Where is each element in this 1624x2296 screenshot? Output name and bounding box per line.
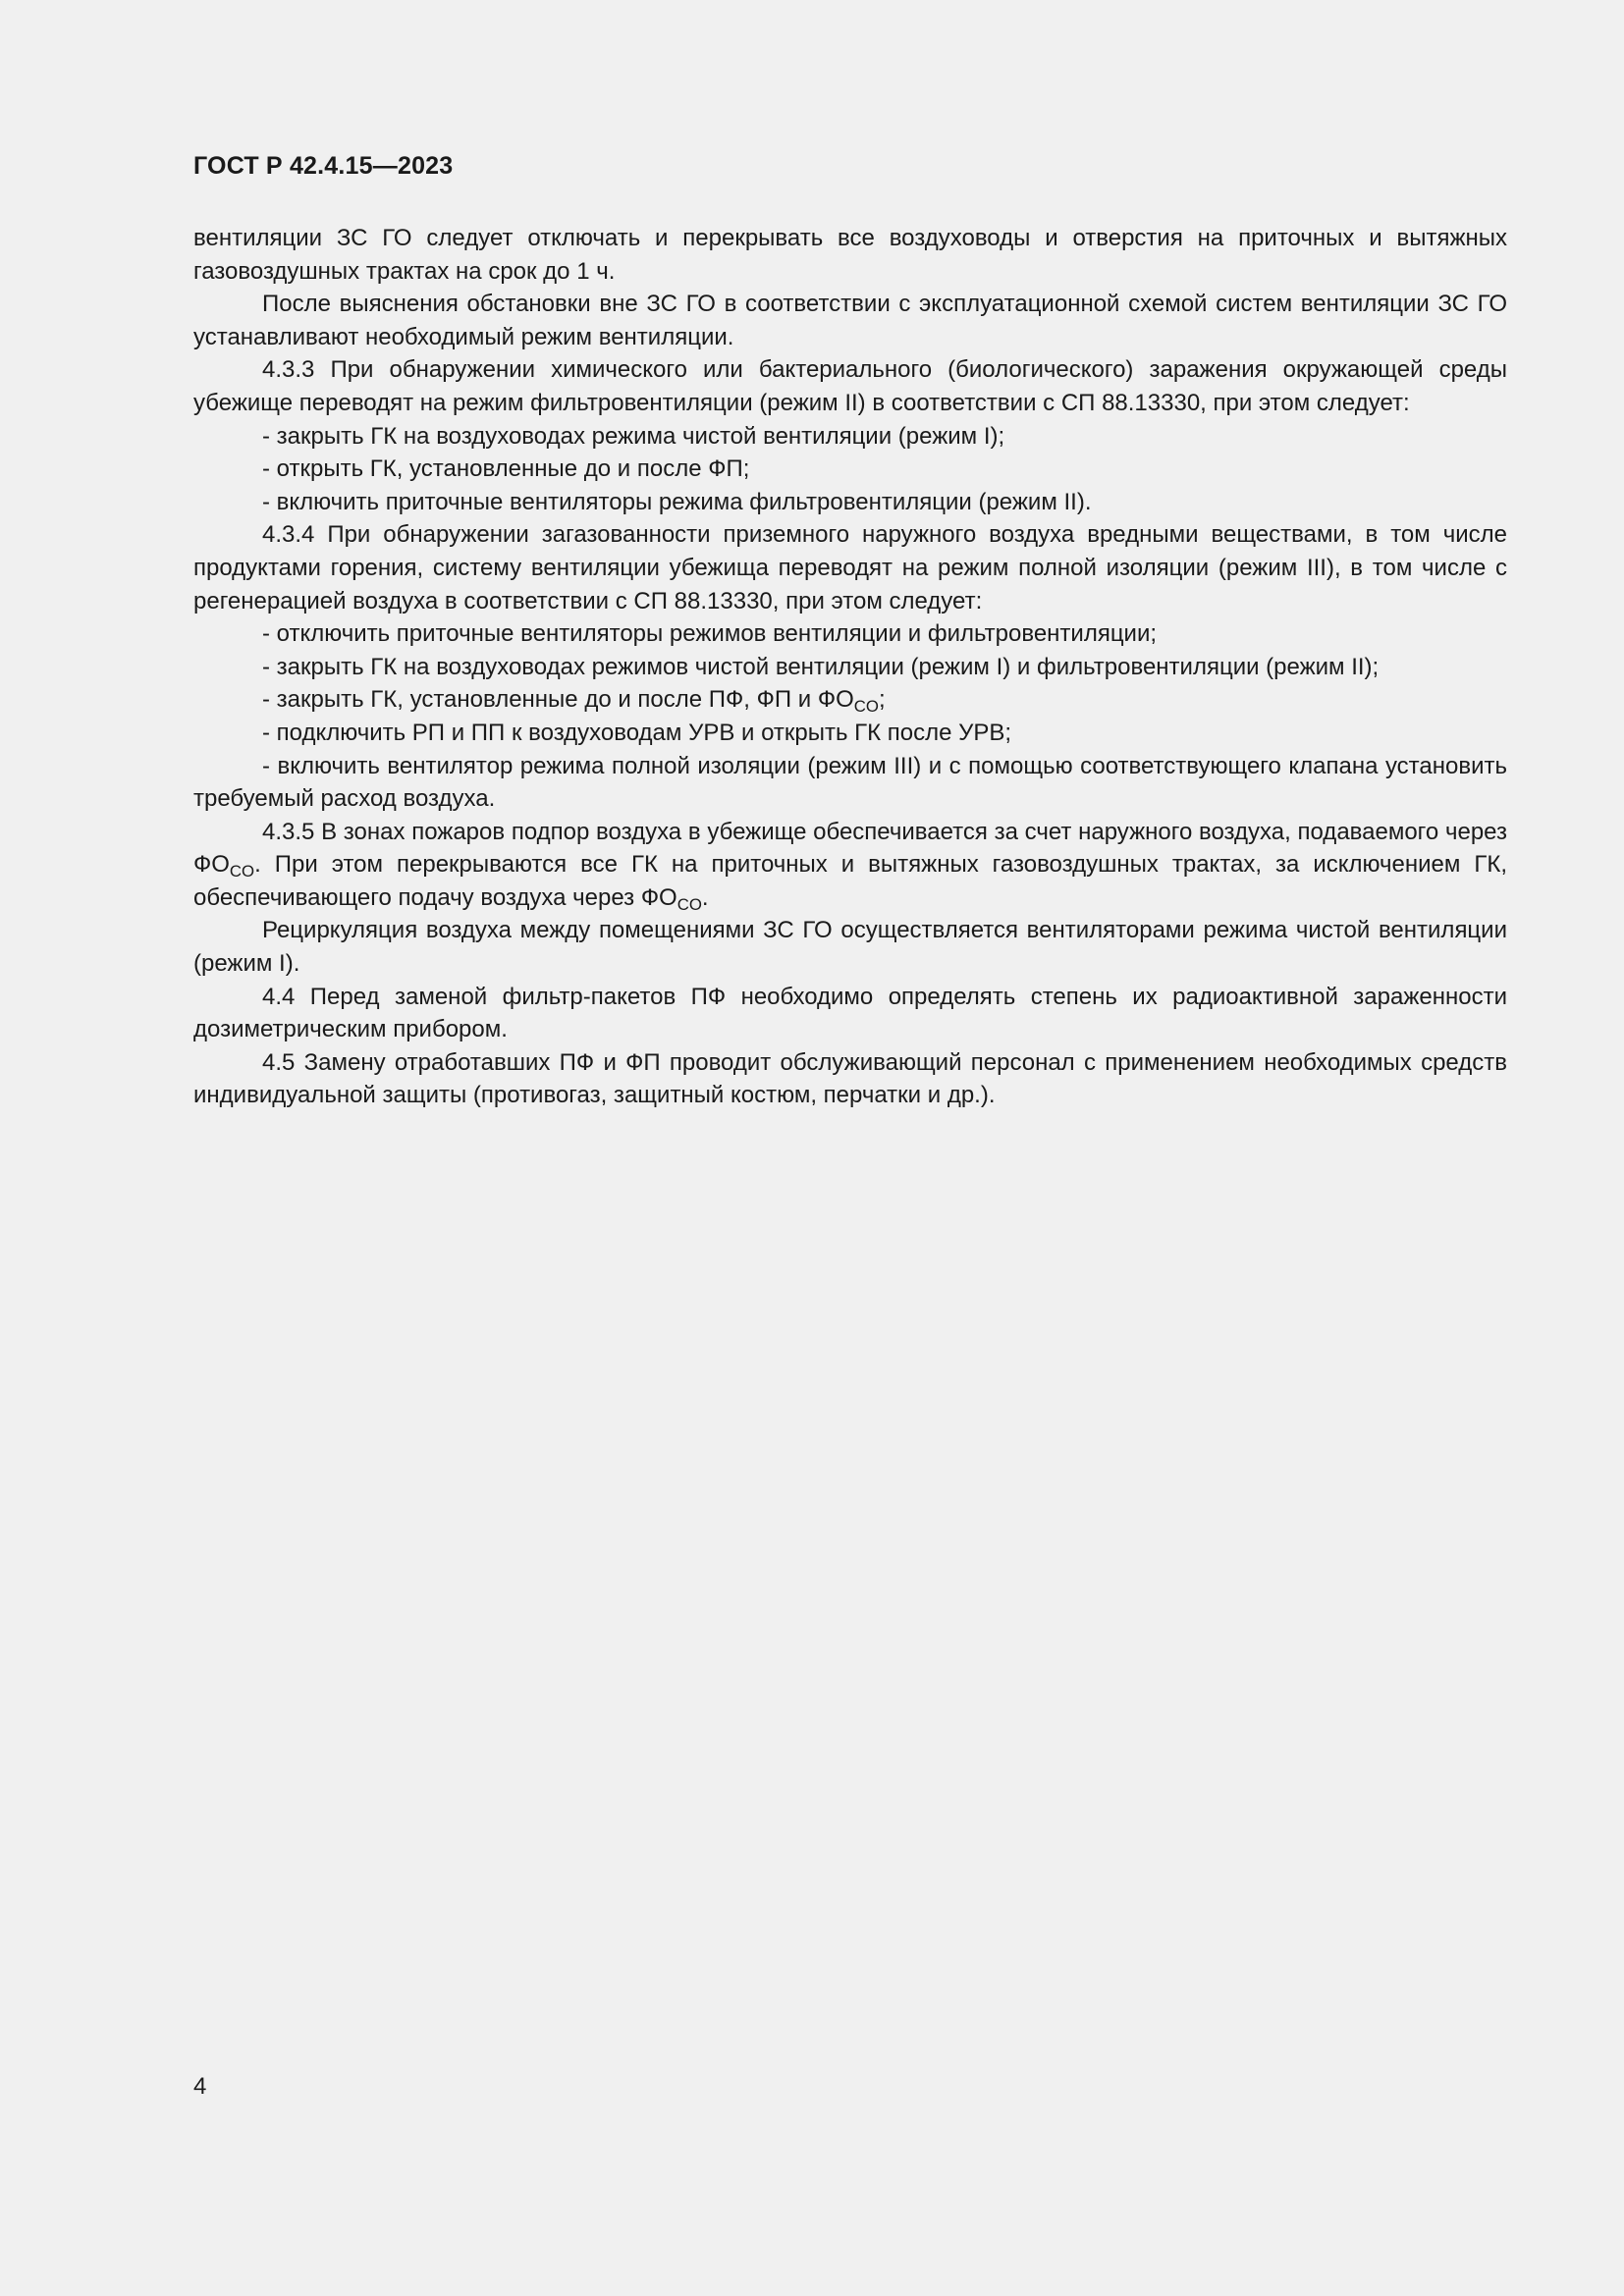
list-item: - открыть ГК, установленные до и после ФП;: [262, 455, 750, 483]
list-item: - включить приточные вентиляторы режима фильтровентиляции (режим II).: [262, 488, 1092, 515]
subscript-co: CO: [229, 862, 255, 881]
paragraph-4-4: 4.4 Перед заменой фильтр-пакетов ПФ необходимо определять степень их радиоактивной зараженности дозиметрическим прибором.: [193, 983, 1507, 1043]
punctuation: ;: [878, 686, 886, 714]
punctuation: .: [701, 883, 709, 911]
paragraph: вентиляции ЗС ГО следует отключать и перекрывать все воздуховоды и отверстия на приточных и вытяжных газовоздушных трактах на срок до 1 ч.: [193, 225, 1507, 285]
list-item: - включить вентилятор режима полной изоляции (режим III) и с помощью соответствующего клапана установить требуемый расход воздуха.: [193, 752, 1507, 813]
paragraph: Рециркуляция воздуха между помещениями ЗС ГО осуществляется вентиляторами режима чистой вентиляции (режим I).: [193, 917, 1507, 978]
paragraph-4-3-5: [193, 816, 1507, 915]
document-code: ГОСТ Р 42.4.15—2023: [193, 152, 454, 180]
paragraph-4-3-4: 4.3.4 При обнаружении загазованности приземного наружного воздуха вредными веществами, в том числе продуктами горения, систему вентиляции убежища переводят на режим полной изоляции (режим III), в том числе с регенерацией воздуха в соответствии с СП 88.13330, при этом следует:: [193, 521, 1507, 614]
list-item: - отключить приточные вентиляторы режимов вентиляции и фильтровентиляции;: [262, 620, 1158, 648]
list-item: [193, 683, 1507, 717]
list-item-text: - закрыть ГК, установленные до и после ПФ, ФП и ФО: [262, 686, 854, 714]
paragraph-text: 4.3.5 В зонах пожаров подпор воздуха в убежище обеспечивается за счет наружного воздуха, подаваемого через ФО: [193, 818, 1507, 879]
paragraph-4-3-3: 4.3.3 При обнаружении химического или бактериального (биологического) заражения окружающей среды убежище переводят на режим фильтровентиляции (режим II) в соответствии с СП 88.13330, при этом следует:: [193, 356, 1507, 416]
subscript-co: CO: [853, 697, 879, 717]
paragraph: После выяснения обстановки вне ЗС ГО в соответствии с эксплуатационной схемой систем вентиляции ЗС ГО устанавливают необходимый режим вентиляции.: [193, 291, 1507, 350]
list-item: - закрыть ГК на воздуховодах режима чистой вентиляции (режим I);: [262, 422, 1005, 450]
subscript-co: CO: [677, 894, 702, 914]
paragraph-text: . При этом перекрываются все ГК на приточных и вытяжных газовоздушных трактах, за исключением ГК, обеспечивающего подачу воздуха через ФО: [193, 851, 1507, 911]
document-body: [193, 222, 1507, 1112]
list-item: - подключить РП и ПП к воздуховодам УРВ и открыть ГК после УРВ;: [262, 719, 1012, 746]
page-number: 4: [193, 2073, 207, 2100]
list-item: - закрыть ГК на воздуховодах режимов чистой вентиляции (режим I) и фильтровентиляции (режим II);: [262, 653, 1380, 680]
paragraph-4-5: 4.5 Замену отработавших ПФ и ФП проводит обслуживающий персонал с применением необходимых средств индивидуальной защиты (противогаз, защитный костюм, перчатки и др.).: [193, 1048, 1507, 1109]
